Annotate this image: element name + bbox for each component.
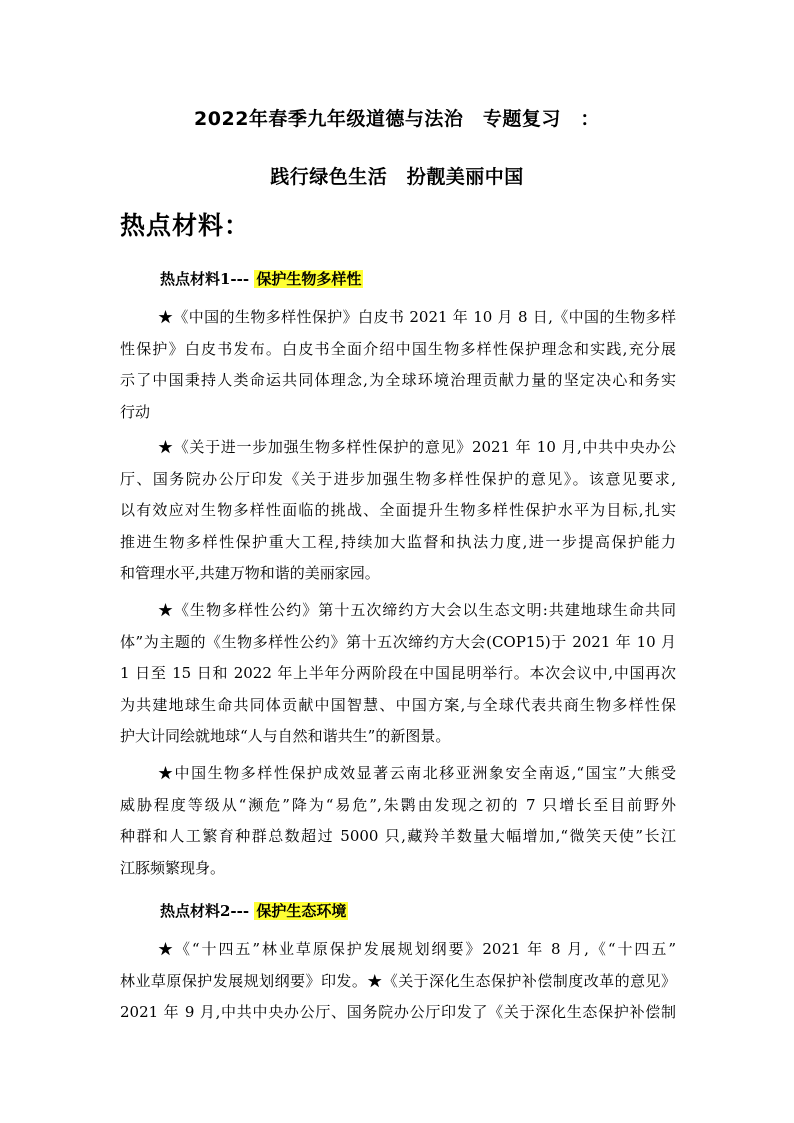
document-title-line-2: 践行绿色生活 扮靓美丽中国 [270,166,524,188]
paragraph-line: 威胁程度等级从“濒危”降为“易危”,朱鹮由发现之初的 7 只增长至目前野外 [120,795,676,814]
paragraph-line: 性保护》白皮书发布。白皮书全面介绍中国生物多样性保护理念和实践,充分展 [120,339,676,358]
paragraph-line: 护大计同绘就地球“人与自然和谐共生”的新图景。 [120,727,451,745]
paragraph-line: ★《“十四五”林业草原保护发展规划纲要》2021 年 8 月,《“十四五” [158,940,676,958]
paragraph-line: 以有效应对生物多样性面临的挑战、全面提升生物多样性保护水平为目标,扎实 [120,501,676,519]
paragraph-line: 种群和人工繁育种群总数超过 5000 只,藏羚羊数量大幅增加,“微笑天使”长江 [120,827,676,845]
sub-heading-2-highlight: 保护生态环境 [256,902,347,920]
paragraph-4 [120,758,676,884]
sub-heading-1 [160,268,363,289]
document-title-line-1: 2022年春季九年级道德与法治 专题复习 ： [194,108,600,130]
paragraph-5 [120,934,676,1029]
paragraph-line: 厅、国务院办公厅印发《关于进步加强生物多样性保护的意见》。该意见要求, [120,469,676,488]
paragraph-line: 2021 年 9 月,中共中央办公厅、国务院办公厅印发了《关于深化生态保护补偿制 [120,1003,676,1021]
paragraph-line: 行动 [120,402,151,421]
paragraph-line: 林业草原保护发展规划纲要》印发。★《关于深化生态保护补偿制度改革的意见》 [120,971,676,990]
paragraph-line: 江豚频繁现身。 [120,858,226,877]
sub-heading-1-prefix: 热点材料1--- [160,270,255,288]
paragraph-line: ★《中国的生物多样性保护》白皮书 2021 年 10 月 8 日,《中国的生物多样 [158,308,676,326]
sub-heading-2 [160,900,348,921]
section-heading: 热点材料： [120,211,251,240]
paragraph-line: 和管理水平,共建万物和谐的美丽家园。 [120,564,380,582]
sub-heading-1-highlight: 保护生物多样性 [256,270,362,288]
paragraph-line: ★《生物多样性公约》第十五次缔约方大会以生态文明:共建地球生命共同 [158,601,676,619]
paragraph-line: ★中国生物多样性保护成效显著云南北移亚洲象安全南返,“国宝”大熊受 [158,764,676,782]
paragraph-1 [120,302,676,428]
paragraph-line: 体”为主题的《生物多样性公约》第十五次缔约方大会(COP15)于 2021 年 10 月 [120,632,676,651]
paragraph-line: 推进生物多样性保护重大工程,持续加大监督和执法力度,进一步提高保护能力 [120,532,676,551]
paragraph-2 [120,432,676,590]
paragraph-line: 1 日至 15 日和 2022 年上半年分两阶段在中国昆明举行。本次会议中,中国再次 [120,664,676,682]
paragraph-line: 为共建地球生命共同体贡献中国智慧、中国方案,与全球代表共商生物多样性保 [120,695,676,714]
paragraph-line: 示了中国秉持人类命运共同体理念,为全球环境治理贡献力量的坚定决心和务实 [120,371,676,389]
paragraph-line: ★《关于进一步加强生物多样性保护的意见》2021 年 10 月,中共中央办公 [158,438,676,456]
sub-heading-2-prefix: 热点材料2--- [160,902,255,920]
paragraph-3 [120,595,676,753]
